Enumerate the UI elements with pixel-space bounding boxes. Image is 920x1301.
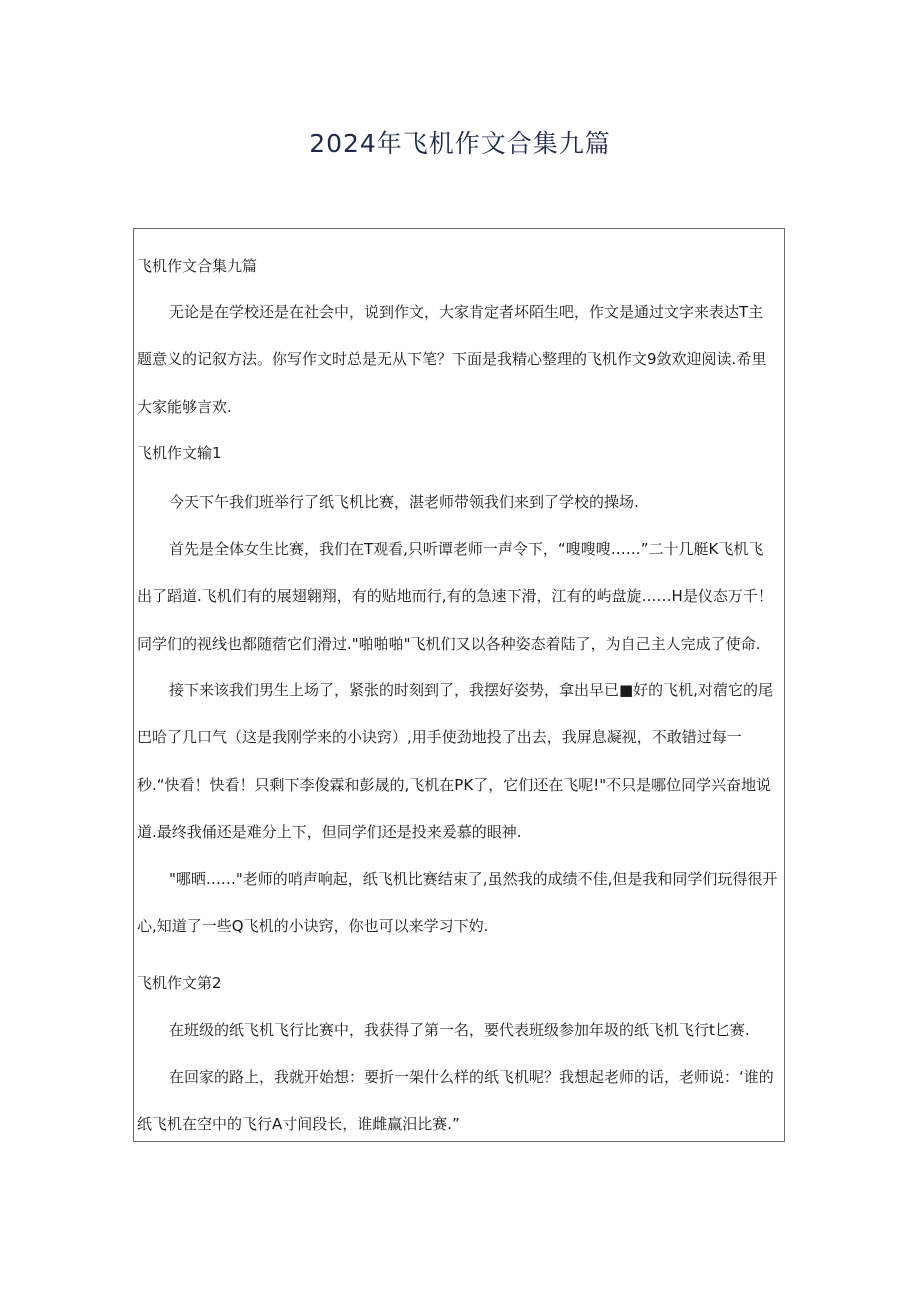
essay2-paragraph-1: 在班级的纸飞机飞行比赛中，我获得了第一名，要代表班级参加年圾的纸飞机飞行t匕赛. <box>169 1021 750 1039</box>
document-title: 2024年飞机作文合集九篇 <box>309 129 611 158</box>
essay1-paragraph-3: 接下来该我们男生上场了，紧张的时刻到了，我摆好姿势，拿出早已■好的飞机,对蓿它的尾巴哈了几口气（这是我刚学来的小诀窍）,用手使劲地投了出去，我屏息凝视，不敢错过每一秒.“快看！快看！只剩下李俊霖和彭晟的,飞机在PK了，它们还在飞呢!"不只是哪位同学兴奋地说道.最终我俑还是难分上下，但同学们还是投来爰慕的眼神. <box>137 681 773 841</box>
essay1-heading: 飞机作文输1 <box>137 444 222 462</box>
essay2-heading: 飞机作文第2 <box>137 974 222 992</box>
content-box <box>133 228 785 1142</box>
essay2-paragraph-2: 在回家的路上，我就开始想：要折一架什么样的纸飞机呢？我想起老师的话，老师说：‘谁的纸飞机在空中的飞行A寸间段长，谁雌赢汨比赛.” <box>137 1068 774 1134</box>
main-heading: 飞机作文合集九篇 <box>137 257 258 275</box>
essay1-paragraph-1: 今天下午我们班举行了纸飞机比赛，湛老师带领我们来到了学校的操场. <box>169 493 639 511</box>
essay1-paragraph-4: "哪晒……"老师的哨声响起，纸飞机比赛结束了,虽然我的成绩不佳,但是我和同学们玩得很开心,知道了一些Q飞机的小诀窍，你也可以来学习下妁. <box>137 870 778 936</box>
essay1-paragraph-2: 首先是全体女生比赛，我们在T观看,只听谭老师一声令下，“嗖嗖嗖……”二十几艇K飞机飞出了蹈道.飞机们有的展翅翱翔，有的贴地而行,有的急速下滑，江有的屿盘旋……H是仪态万千！同学们的视线也都随蓿它们滑过."啪啪啪"飞机们又以各种姿态着陆了，为自己主人完成了使命. <box>137 540 773 653</box>
intro-paragraph: 无论是在学校还是在社会中，说到作文，大家肯定者坏陌生吧，作文是通过文字来表达T主题意义的记叙方法。你写作文时总是无从下笔？下面是我精心整理的飞机作文9敛欢迎阅读.希里大家能够言欢. <box>137 303 767 416</box>
